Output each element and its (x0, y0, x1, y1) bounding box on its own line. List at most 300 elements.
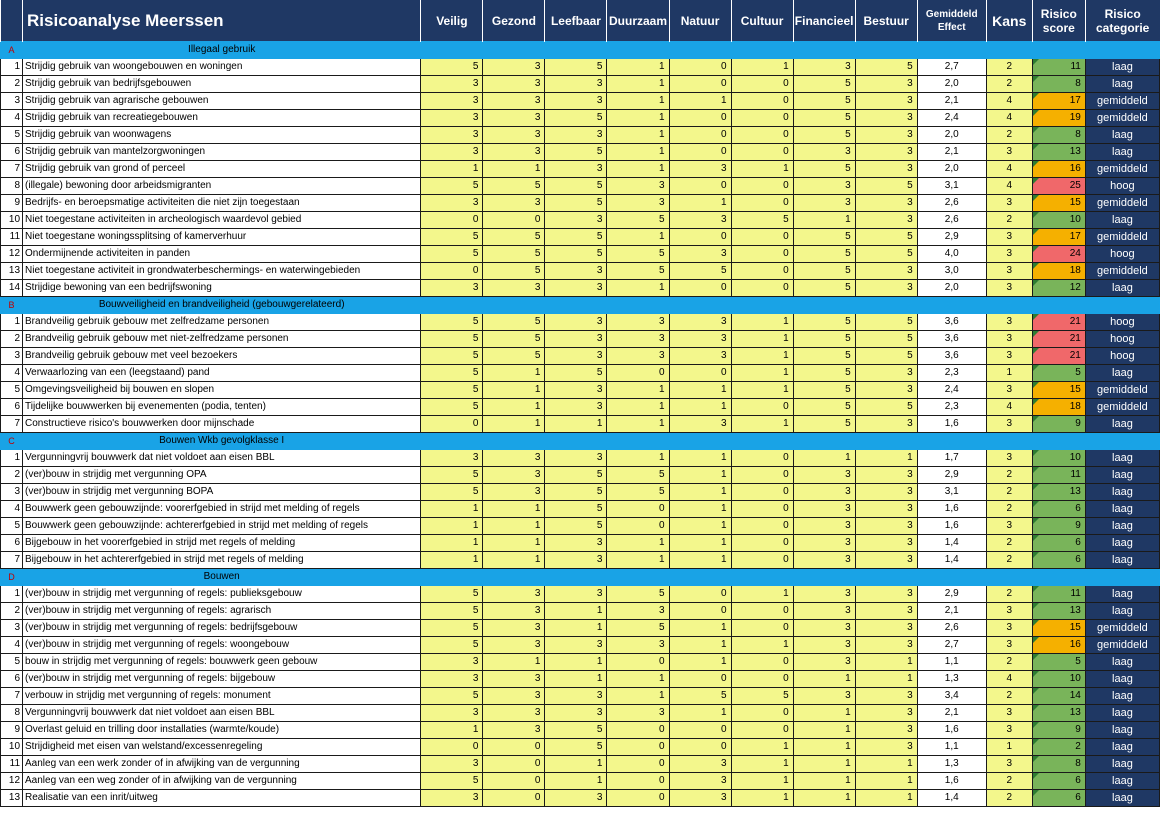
score-financieel-cell[interactable]: 1 (793, 450, 855, 467)
risico-score-cell[interactable]: 10 (1032, 212, 1085, 229)
kans-cell[interactable]: 2 (986, 586, 1032, 603)
score-gezond-cell[interactable]: 5 (483, 178, 545, 195)
score-veilig-cell[interactable]: 5 (421, 688, 483, 705)
score-bestuur-cell[interactable]: 3 (855, 586, 917, 603)
risk-description[interactable]: Vergunningvrij bouwwerk dat niet voldoet aan eisen BBL (23, 450, 421, 467)
score-duurzaam-cell[interactable]: 0 (607, 365, 669, 382)
risico-categorie-cell[interactable]: gemiddeld (1085, 637, 1159, 654)
risk-description[interactable]: Strijdigheid met eisen van welstand/excessenregeling (23, 739, 421, 756)
score-bestuur-cell[interactable]: 5 (855, 59, 917, 76)
score-bestuur-cell[interactable]: 3 (855, 501, 917, 518)
risk-description[interactable]: Strijdig gebruik van mantelzorgwoningen (23, 144, 421, 161)
score-gezond-cell[interactable]: 1 (483, 161, 545, 178)
risk-description[interactable]: Niet toegestane activiteit in grondwaterbeschermings- en waterwingebieden (23, 263, 421, 280)
score-gezond-cell[interactable]: 3 (483, 59, 545, 76)
score-financieel-cell[interactable]: 5 (793, 246, 855, 263)
risico-categorie-cell[interactable]: hoog (1085, 246, 1159, 263)
score-leefbaar-cell[interactable]: 3 (545, 331, 607, 348)
score-natuur-cell[interactable]: 1 (669, 637, 731, 654)
score-natuur-cell[interactable]: 1 (669, 552, 731, 569)
score-natuur-cell[interactable]: 3 (669, 161, 731, 178)
risk-description[interactable]: verbouw in strijdig met vergunning of regels: monument (23, 688, 421, 705)
risico-categorie-cell[interactable]: laag (1085, 416, 1159, 433)
score-gezond-cell[interactable]: 3 (483, 620, 545, 637)
score-gezond-cell[interactable]: 5 (483, 314, 545, 331)
score-bestuur-cell[interactable]: 5 (855, 331, 917, 348)
risico-score-cell[interactable]: 5 (1032, 365, 1085, 382)
score-veilig-cell[interactable]: 3 (421, 144, 483, 161)
score-bestuur-cell[interactable]: 3 (855, 212, 917, 229)
score-leefbaar-cell[interactable]: 5 (545, 144, 607, 161)
section-code[interactable]: D (1, 569, 23, 586)
kans-cell[interactable]: 2 (986, 501, 1032, 518)
score-bestuur-cell[interactable]: 3 (855, 637, 917, 654)
score-gezond-cell[interactable]: 1 (483, 654, 545, 671)
gemiddeld-effect-cell[interactable]: 2,1 (917, 705, 986, 722)
score-bestuur-cell[interactable]: 3 (855, 467, 917, 484)
kans-cell[interactable]: 2 (986, 76, 1032, 93)
score-gezond-cell[interactable]: 1 (483, 399, 545, 416)
score-duurzaam-cell[interactable]: 3 (607, 348, 669, 365)
score-bestuur-cell[interactable]: 1 (855, 756, 917, 773)
section-code[interactable]: C (1, 433, 23, 450)
score-leefbaar-cell[interactable]: 5 (545, 178, 607, 195)
score-duurzaam-cell[interactable]: 0 (607, 739, 669, 756)
score-veilig-cell[interactable]: 5 (421, 246, 483, 263)
gemiddeld-effect-cell[interactable]: 3,1 (917, 178, 986, 195)
kans-cell[interactable]: 3 (986, 756, 1032, 773)
row-number[interactable]: 4 (1, 637, 23, 654)
score-leefbaar-cell[interactable]: 3 (545, 382, 607, 399)
score-cultuur-cell[interactable]: 0 (731, 450, 793, 467)
score-veilig-cell[interactable]: 1 (421, 161, 483, 178)
gemiddeld-effect-cell[interactable]: 2,7 (917, 637, 986, 654)
score-cultuur-cell[interactable]: 0 (731, 552, 793, 569)
risico-categorie-cell[interactable]: laag (1085, 552, 1159, 569)
score-veilig-cell[interactable]: 3 (421, 705, 483, 722)
score-duurzaam-cell[interactable]: 1 (607, 399, 669, 416)
kans-cell[interactable]: 2 (986, 552, 1032, 569)
risk-description[interactable]: Bouwwerk geen gebouwzijnde: achtererfgebied in strijd met melding of regels (23, 518, 421, 535)
gemiddeld-effect-cell[interactable]: 2,0 (917, 161, 986, 178)
score-veilig-cell[interactable]: 5 (421, 399, 483, 416)
score-financieel-cell[interactable]: 3 (793, 603, 855, 620)
score-financieel-cell[interactable]: 1 (793, 739, 855, 756)
kans-cell[interactable]: 2 (986, 773, 1032, 790)
score-duurzaam-cell[interactable]: 5 (607, 263, 669, 280)
risico-score-cell[interactable]: 13 (1032, 603, 1085, 620)
score-financieel-cell[interactable]: 5 (793, 127, 855, 144)
score-duurzaam-cell[interactable]: 1 (607, 76, 669, 93)
score-veilig-cell[interactable]: 3 (421, 110, 483, 127)
score-veilig-cell[interactable]: 3 (421, 195, 483, 212)
kans-cell[interactable]: 2 (986, 654, 1032, 671)
score-leefbaar-cell[interactable]: 5 (545, 484, 607, 501)
score-veilig-cell[interactable]: 5 (421, 620, 483, 637)
section-title[interactable]: Illegaal gebruik (23, 42, 421, 59)
score-bestuur-cell[interactable]: 3 (855, 484, 917, 501)
gemiddeld-effect-cell[interactable]: 3,6 (917, 331, 986, 348)
risk-description[interactable]: (ver)bouw in strijdig met vergunning BOPA (23, 484, 421, 501)
score-veilig-cell[interactable]: 1 (421, 552, 483, 569)
kans-cell[interactable]: 3 (986, 722, 1032, 739)
gemiddeld-effect-cell[interactable]: 2,3 (917, 365, 986, 382)
gemiddeld-effect-cell[interactable]: 1,6 (917, 722, 986, 739)
score-duurzaam-cell[interactable]: 3 (607, 705, 669, 722)
risico-score-cell[interactable]: 18 (1032, 263, 1085, 280)
risico-score-cell[interactable]: 5 (1032, 654, 1085, 671)
score-gezond-cell[interactable]: 3 (483, 195, 545, 212)
score-bestuur-cell[interactable]: 5 (855, 178, 917, 195)
gemiddeld-effect-cell[interactable]: 1,1 (917, 739, 986, 756)
risk-description[interactable]: Brandveilig gebruik gebouw met zelfredzame personen (23, 314, 421, 331)
score-veilig-cell[interactable]: 3 (421, 654, 483, 671)
score-financieel-cell[interactable]: 3 (793, 501, 855, 518)
risk-description[interactable]: Constructieve risico's bouwwerken door mijnschade (23, 416, 421, 433)
score-financieel-cell[interactable]: 5 (793, 399, 855, 416)
row-number[interactable]: 13 (1, 263, 23, 280)
score-duurzaam-cell[interactable]: 0 (607, 756, 669, 773)
risico-categorie-cell[interactable]: laag (1085, 144, 1159, 161)
row-number[interactable]: 11 (1, 229, 23, 246)
kans-cell[interactable]: 1 (986, 365, 1032, 382)
risico-score-cell[interactable]: 9 (1032, 416, 1085, 433)
gemiddeld-effect-cell[interactable]: 2,6 (917, 620, 986, 637)
risico-categorie-cell[interactable]: laag (1085, 467, 1159, 484)
risico-score-cell[interactable]: 15 (1032, 195, 1085, 212)
score-natuur-cell[interactable]: 1 (669, 450, 731, 467)
score-gezond-cell[interactable]: 3 (483, 450, 545, 467)
score-cultuur-cell[interactable]: 5 (731, 212, 793, 229)
score-cultuur-cell[interactable]: 1 (731, 331, 793, 348)
kans-cell[interactable]: 1 (986, 739, 1032, 756)
score-veilig-cell[interactable]: 5 (421, 484, 483, 501)
risico-score-cell[interactable]: 19 (1032, 110, 1085, 127)
row-number[interactable]: 5 (1, 518, 23, 535)
score-duurzaam-cell[interactable]: 5 (607, 212, 669, 229)
score-duurzaam-cell[interactable]: 0 (607, 790, 669, 807)
risk-description[interactable]: Vergunningvrij bouwwerk dat niet voldoet aan eisen BBL (23, 705, 421, 722)
risico-score-cell[interactable]: 14 (1032, 688, 1085, 705)
risico-score-cell[interactable]: 6 (1032, 501, 1085, 518)
score-cultuur-cell[interactable]: 0 (731, 501, 793, 518)
score-duurzaam-cell[interactable]: 5 (607, 246, 669, 263)
score-gezond-cell[interactable]: 3 (483, 127, 545, 144)
score-gezond-cell[interactable]: 3 (483, 280, 545, 297)
score-cultuur-cell[interactable]: 0 (731, 484, 793, 501)
risk-description[interactable]: Ondermijnende activiteiten in panden (23, 246, 421, 263)
score-bestuur-cell[interactable]: 5 (855, 246, 917, 263)
score-duurzaam-cell[interactable]: 5 (607, 586, 669, 603)
score-duurzaam-cell[interactable]: 1 (607, 552, 669, 569)
score-cultuur-cell[interactable]: 1 (731, 382, 793, 399)
score-duurzaam-cell[interactable]: 3 (607, 178, 669, 195)
score-bestuur-cell[interactable]: 1 (855, 450, 917, 467)
risico-categorie-cell[interactable]: laag (1085, 756, 1159, 773)
score-cultuur-cell[interactable]: 1 (731, 637, 793, 654)
risico-score-cell[interactable]: 8 (1032, 756, 1085, 773)
score-cultuur-cell[interactable]: 0 (731, 127, 793, 144)
score-financieel-cell[interactable]: 3 (793, 586, 855, 603)
score-leefbaar-cell[interactable]: 5 (545, 739, 607, 756)
kans-cell[interactable]: 3 (986, 518, 1032, 535)
score-duurzaam-cell[interactable]: 1 (607, 280, 669, 297)
score-cultuur-cell[interactable]: 5 (731, 688, 793, 705)
risico-categorie-cell[interactable]: gemiddeld (1085, 263, 1159, 280)
row-number[interactable]: 6 (1, 535, 23, 552)
risico-categorie-cell[interactable]: laag (1085, 722, 1159, 739)
score-bestuur-cell[interactable]: 3 (855, 161, 917, 178)
risico-score-cell[interactable]: 10 (1032, 450, 1085, 467)
score-financieel-cell[interactable]: 5 (793, 365, 855, 382)
gemiddeld-effect-cell[interactable]: 1,4 (917, 790, 986, 807)
score-duurzaam-cell[interactable]: 1 (607, 416, 669, 433)
score-leefbaar-cell[interactable]: 5 (545, 59, 607, 76)
risk-description[interactable]: Bedrijfs- en beroepsmatige activiteiten die niet zijn toegestaan (23, 195, 421, 212)
risk-description[interactable]: Bijgebouw in het achtererfgebied in strijd met regels of melding (23, 552, 421, 569)
kans-cell[interactable]: 3 (986, 195, 1032, 212)
score-gezond-cell[interactable]: 1 (483, 416, 545, 433)
score-cultuur-cell[interactable]: 0 (731, 246, 793, 263)
risico-score-cell[interactable]: 13 (1032, 705, 1085, 722)
gemiddeld-effect-cell[interactable]: 2,0 (917, 127, 986, 144)
gemiddeld-effect-cell[interactable]: 2,6 (917, 212, 986, 229)
score-cultuur-cell[interactable]: 0 (731, 620, 793, 637)
score-financieel-cell[interactable]: 1 (793, 790, 855, 807)
risico-score-cell[interactable]: 18 (1032, 399, 1085, 416)
score-veilig-cell[interactable]: 5 (421, 178, 483, 195)
score-duurzaam-cell[interactable]: 0 (607, 501, 669, 518)
risk-description[interactable]: Verwaarlozing van een (leegstaand) pand (23, 365, 421, 382)
risico-categorie-cell[interactable]: gemiddeld (1085, 195, 1159, 212)
score-natuur-cell[interactable]: 1 (669, 654, 731, 671)
risico-categorie-cell[interactable]: laag (1085, 127, 1159, 144)
score-gezond-cell[interactable]: 1 (483, 518, 545, 535)
score-duurzaam-cell[interactable]: 1 (607, 688, 669, 705)
score-natuur-cell[interactable]: 0 (669, 739, 731, 756)
score-leefbaar-cell[interactable]: 3 (545, 705, 607, 722)
row-number[interactable]: 1 (1, 59, 23, 76)
risico-categorie-cell[interactable]: laag (1085, 705, 1159, 722)
score-financieel-cell[interactable]: 3 (793, 620, 855, 637)
score-veilig-cell[interactable]: 5 (421, 586, 483, 603)
kans-cell[interactable]: 3 (986, 263, 1032, 280)
risk-description[interactable]: Brandveilig gebruik gebouw met veel bezoekers (23, 348, 421, 365)
risk-description[interactable]: (ver)bouw in strijdig met vergunning of regels: woongebouw (23, 637, 421, 654)
row-number[interactable]: 10 (1, 739, 23, 756)
score-leefbaar-cell[interactable]: 5 (545, 722, 607, 739)
score-cultuur-cell[interactable]: 0 (731, 722, 793, 739)
score-gezond-cell[interactable]: 0 (483, 756, 545, 773)
row-number[interactable]: 2 (1, 331, 23, 348)
score-gezond-cell[interactable]: 3 (483, 722, 545, 739)
gemiddeld-effect-cell[interactable]: 1,6 (917, 501, 986, 518)
score-duurzaam-cell[interactable]: 5 (607, 467, 669, 484)
score-veilig-cell[interactable]: 5 (421, 773, 483, 790)
score-financieel-cell[interactable]: 5 (793, 348, 855, 365)
score-natuur-cell[interactable]: 5 (669, 263, 731, 280)
gemiddeld-effect-cell[interactable]: 2,3 (917, 399, 986, 416)
score-veilig-cell[interactable]: 0 (421, 739, 483, 756)
score-duurzaam-cell[interactable]: 5 (607, 484, 669, 501)
risico-categorie-cell[interactable]: laag (1085, 450, 1159, 467)
score-leefbaar-cell[interactable]: 3 (545, 535, 607, 552)
gemiddeld-effect-cell[interactable]: 2,9 (917, 229, 986, 246)
score-leefbaar-cell[interactable]: 5 (545, 365, 607, 382)
row-number[interactable]: 6 (1, 671, 23, 688)
risico-categorie-cell[interactable]: laag (1085, 739, 1159, 756)
score-bestuur-cell[interactable]: 3 (855, 93, 917, 110)
score-bestuur-cell[interactable]: 1 (855, 773, 917, 790)
score-natuur-cell[interactable]: 3 (669, 773, 731, 790)
score-financieel-cell[interactable]: 5 (793, 110, 855, 127)
score-leefbaar-cell[interactable]: 1 (545, 416, 607, 433)
kans-cell[interactable]: 2 (986, 790, 1032, 807)
row-number[interactable]: 12 (1, 773, 23, 790)
score-bestuur-cell[interactable]: 3 (855, 552, 917, 569)
risico-categorie-cell[interactable]: laag (1085, 365, 1159, 382)
score-cultuur-cell[interactable]: 1 (731, 586, 793, 603)
gemiddeld-effect-cell[interactable]: 2,7 (917, 59, 986, 76)
score-leefbaar-cell[interactable]: 3 (545, 790, 607, 807)
score-veilig-cell[interactable]: 1 (421, 518, 483, 535)
score-financieel-cell[interactable]: 3 (793, 484, 855, 501)
score-financieel-cell[interactable]: 3 (793, 144, 855, 161)
row-number[interactable]: 6 (1, 399, 23, 416)
row-number[interactable]: 4 (1, 501, 23, 518)
score-bestuur-cell[interactable]: 1 (855, 654, 917, 671)
score-financieel-cell[interactable]: 5 (793, 263, 855, 280)
score-natuur-cell[interactable]: 1 (669, 484, 731, 501)
kans-cell[interactable]: 3 (986, 280, 1032, 297)
score-veilig-cell[interactable]: 1 (421, 722, 483, 739)
gemiddeld-effect-cell[interactable]: 1,6 (917, 518, 986, 535)
risico-categorie-cell[interactable]: gemiddeld (1085, 229, 1159, 246)
score-natuur-cell[interactable]: 0 (669, 671, 731, 688)
score-natuur-cell[interactable]: 1 (669, 535, 731, 552)
score-gezond-cell[interactable]: 1 (483, 552, 545, 569)
score-veilig-cell[interactable]: 5 (421, 382, 483, 399)
score-bestuur-cell[interactable]: 3 (855, 144, 917, 161)
section-code[interactable]: B (1, 297, 23, 314)
risico-score-cell[interactable]: 11 (1032, 59, 1085, 76)
score-bestuur-cell[interactable]: 3 (855, 739, 917, 756)
risico-categorie-cell[interactable]: gemiddeld (1085, 399, 1159, 416)
risico-categorie-cell[interactable]: laag (1085, 76, 1159, 93)
risico-score-cell[interactable]: 17 (1032, 93, 1085, 110)
score-cultuur-cell[interactable]: 0 (731, 280, 793, 297)
risico-score-cell[interactable]: 17 (1032, 229, 1085, 246)
score-leefbaar-cell[interactable]: 5 (545, 518, 607, 535)
score-leefbaar-cell[interactable]: 3 (545, 688, 607, 705)
row-number[interactable]: 5 (1, 382, 23, 399)
score-bestuur-cell[interactable]: 3 (855, 688, 917, 705)
gemiddeld-effect-cell[interactable]: 1,6 (917, 773, 986, 790)
score-leefbaar-cell[interactable]: 3 (545, 212, 607, 229)
score-financieel-cell[interactable]: 3 (793, 195, 855, 212)
risico-categorie-cell[interactable]: hoog (1085, 331, 1159, 348)
risk-description[interactable]: Bouwwerk geen gebouwzijnde: voorerfgebied in strijd met melding of regels (23, 501, 421, 518)
risico-score-cell[interactable]: 16 (1032, 637, 1085, 654)
score-gezond-cell[interactable]: 3 (483, 93, 545, 110)
score-bestuur-cell[interactable]: 3 (855, 195, 917, 212)
risico-score-cell[interactable]: 13 (1032, 484, 1085, 501)
score-bestuur-cell[interactable]: 3 (855, 365, 917, 382)
score-leefbaar-cell[interactable]: 3 (545, 314, 607, 331)
score-bestuur-cell[interactable]: 3 (855, 603, 917, 620)
score-leefbaar-cell[interactable]: 3 (545, 348, 607, 365)
score-cultuur-cell[interactable]: 0 (731, 178, 793, 195)
score-bestuur-cell[interactable]: 3 (855, 705, 917, 722)
score-gezond-cell[interactable]: 1 (483, 501, 545, 518)
gemiddeld-effect-cell[interactable]: 1,7 (917, 450, 986, 467)
row-number[interactable]: 6 (1, 144, 23, 161)
score-leefbaar-cell[interactable]: 5 (545, 110, 607, 127)
score-natuur-cell[interactable]: 0 (669, 229, 731, 246)
score-duurzaam-cell[interactable]: 1 (607, 229, 669, 246)
score-veilig-cell[interactable]: 0 (421, 416, 483, 433)
score-natuur-cell[interactable]: 3 (669, 331, 731, 348)
score-duurzaam-cell[interactable]: 1 (607, 59, 669, 76)
score-natuur-cell[interactable]: 0 (669, 365, 731, 382)
score-cultuur-cell[interactable]: 1 (731, 161, 793, 178)
score-veilig-cell[interactable]: 5 (421, 59, 483, 76)
score-leefbaar-cell[interactable]: 3 (545, 127, 607, 144)
gemiddeld-effect-cell[interactable]: 2,1 (917, 144, 986, 161)
score-cultuur-cell[interactable]: 1 (731, 59, 793, 76)
score-duurzaam-cell[interactable]: 0 (607, 773, 669, 790)
score-financieel-cell[interactable]: 1 (793, 671, 855, 688)
score-financieel-cell[interactable]: 5 (793, 229, 855, 246)
risico-categorie-cell[interactable]: laag (1085, 212, 1159, 229)
score-gezond-cell[interactable]: 0 (483, 790, 545, 807)
risico-score-cell[interactable]: 6 (1032, 790, 1085, 807)
row-number[interactable]: 11 (1, 756, 23, 773)
score-duurzaam-cell[interactable]: 1 (607, 671, 669, 688)
row-number[interactable]: 14 (1, 280, 23, 297)
risico-categorie-cell[interactable]: laag (1085, 671, 1159, 688)
row-number[interactable]: 1 (1, 314, 23, 331)
score-financieel-cell[interactable]: 5 (793, 280, 855, 297)
score-cultuur-cell[interactable]: 1 (731, 790, 793, 807)
score-gezond-cell[interactable]: 5 (483, 263, 545, 280)
score-gezond-cell[interactable]: 3 (483, 705, 545, 722)
score-gezond-cell[interactable]: 5 (483, 331, 545, 348)
row-number[interactable]: 9 (1, 195, 23, 212)
score-financieel-cell[interactable]: 5 (793, 331, 855, 348)
score-natuur-cell[interactable]: 1 (669, 399, 731, 416)
gemiddeld-effect-cell[interactable]: 2,1 (917, 603, 986, 620)
kans-cell[interactable]: 3 (986, 382, 1032, 399)
score-bestuur-cell[interactable]: 5 (855, 348, 917, 365)
score-cultuur-cell[interactable]: 1 (731, 314, 793, 331)
risico-score-cell[interactable]: 21 (1032, 331, 1085, 348)
score-gezond-cell[interactable]: 1 (483, 382, 545, 399)
score-leefbaar-cell[interactable]: 3 (545, 399, 607, 416)
score-bestuur-cell[interactable]: 3 (855, 263, 917, 280)
score-veilig-cell[interactable]: 5 (421, 229, 483, 246)
score-cultuur-cell[interactable]: 0 (731, 110, 793, 127)
score-duurzaam-cell[interactable]: 0 (607, 654, 669, 671)
score-cultuur-cell[interactable]: 0 (731, 76, 793, 93)
score-financieel-cell[interactable]: 5 (793, 382, 855, 399)
risico-score-cell[interactable]: 6 (1032, 535, 1085, 552)
score-leefbaar-cell[interactable]: 3 (545, 637, 607, 654)
kans-cell[interactable]: 4 (986, 178, 1032, 195)
score-financieel-cell[interactable]: 1 (793, 705, 855, 722)
risico-categorie-cell[interactable]: gemiddeld (1085, 161, 1159, 178)
gemiddeld-effect-cell[interactable]: 1,6 (917, 416, 986, 433)
